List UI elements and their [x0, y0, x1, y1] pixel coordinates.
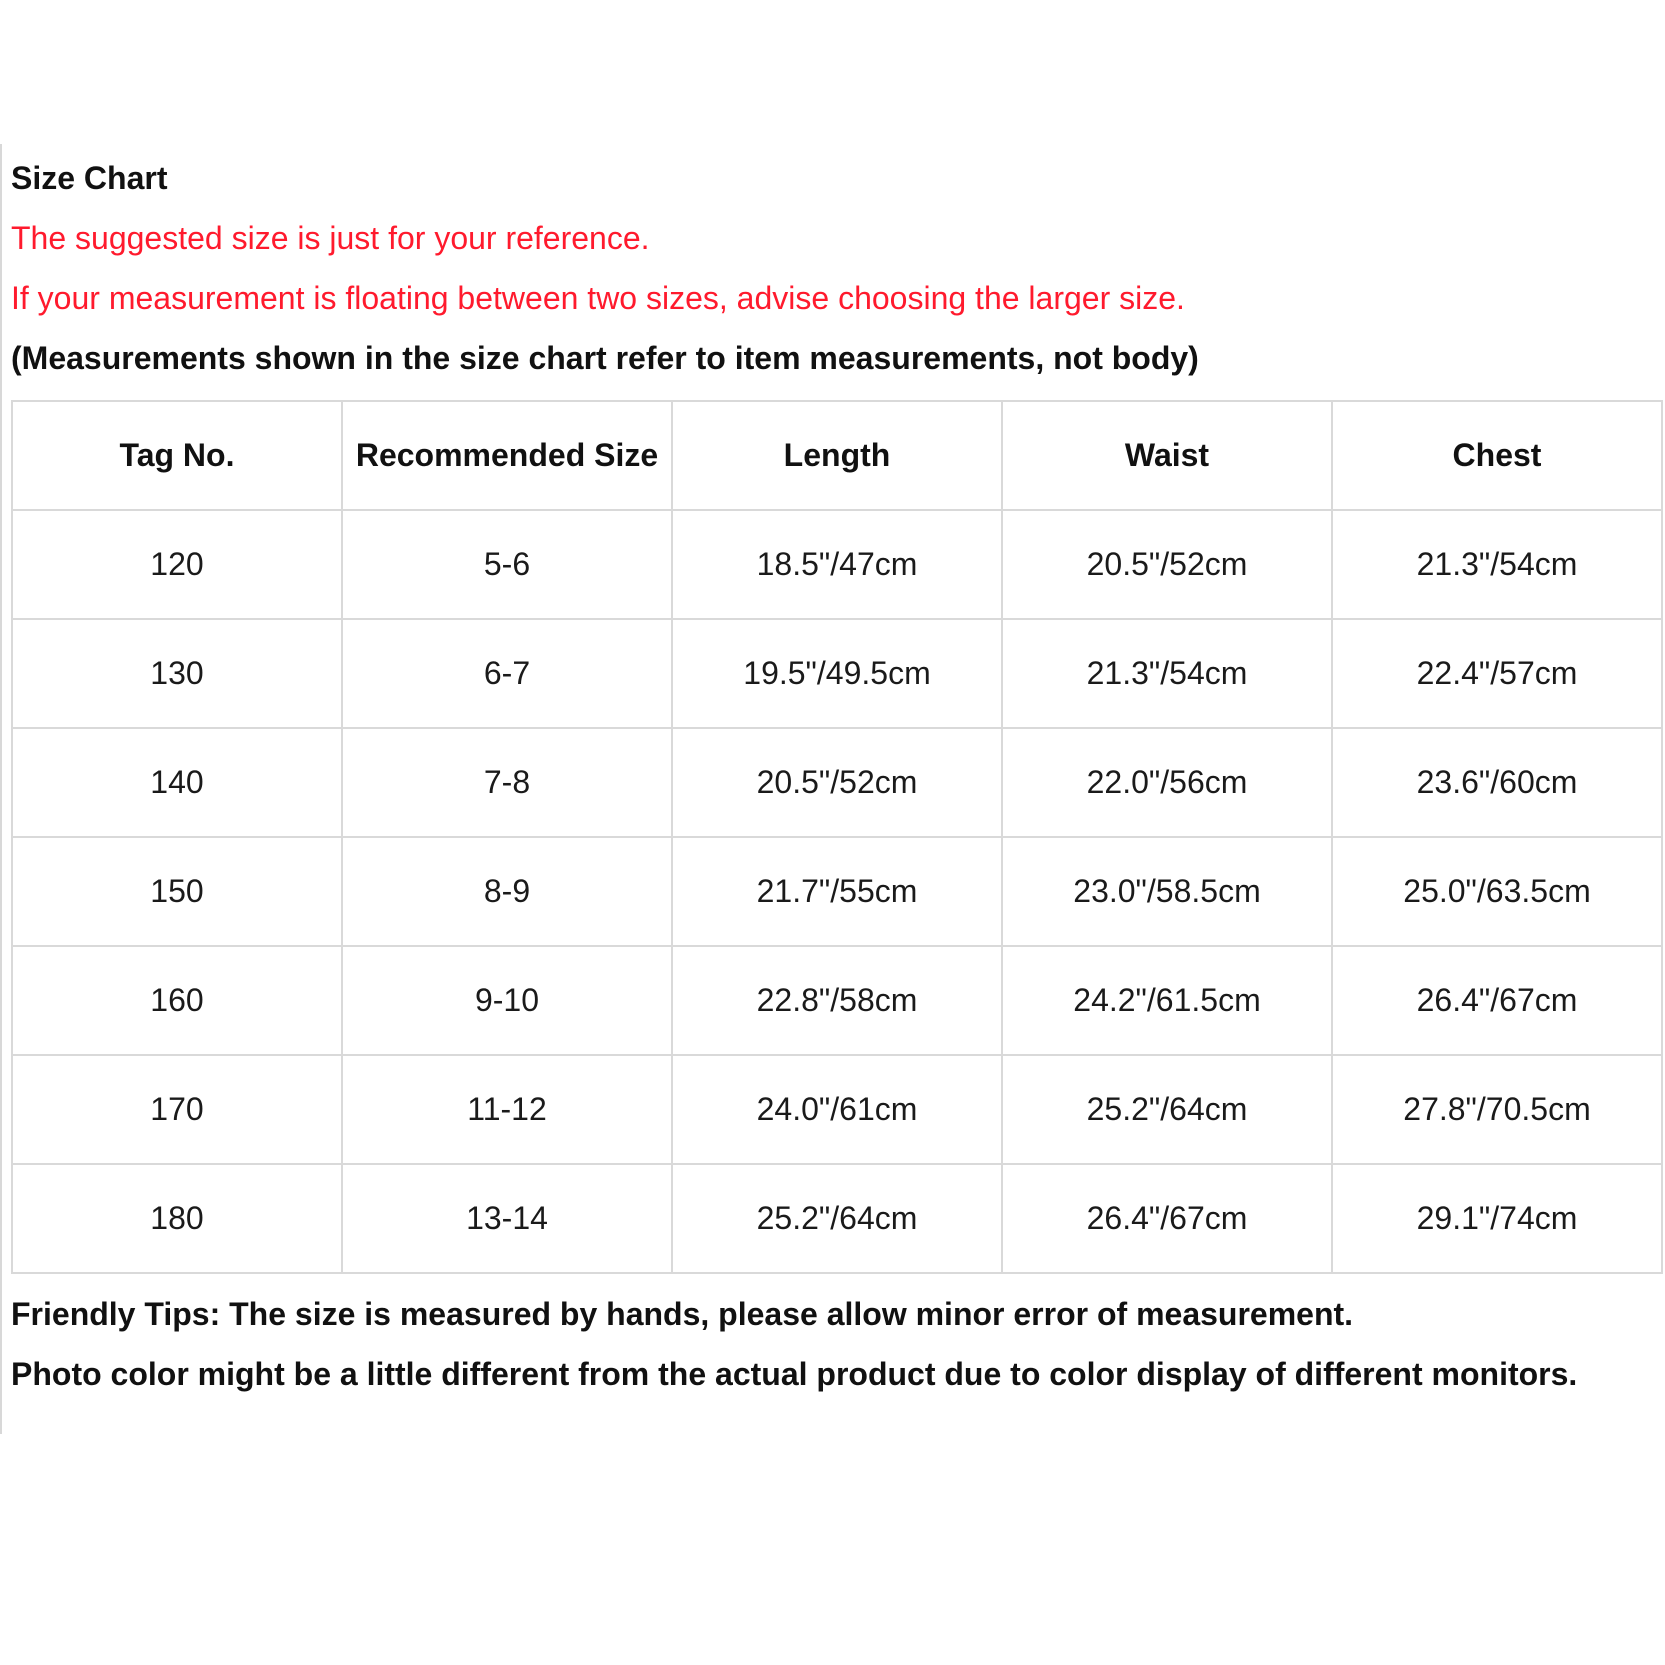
size-table — [11, 400, 1663, 1274]
table-row — [12, 728, 1662, 837]
cell-chest: 22.4"/57cm — [1332, 619, 1662, 728]
header-waist: Waist — [1002, 401, 1332, 510]
table-header-row — [12, 401, 1662, 510]
table-row — [12, 510, 1662, 619]
cell-chest: 26.4"/67cm — [1332, 946, 1662, 1055]
cell-tag-no: 140 — [12, 728, 342, 837]
cell-recommended-size: 6-7 — [342, 619, 672, 728]
cell-waist: 22.0"/56cm — [1002, 728, 1332, 837]
cell-recommended-size: 5-6 — [342, 510, 672, 619]
cell-length: 25.2"/64cm — [672, 1164, 1002, 1273]
cell-chest: 29.1"/74cm — [1332, 1164, 1662, 1273]
cell-recommended-size: 11-12 — [342, 1055, 672, 1164]
reference-note: The suggested size is just for your reference. — [11, 220, 650, 256]
cell-waist: 21.3"/54cm — [1002, 619, 1332, 728]
cell-waist: 20.5"/52cm — [1002, 510, 1332, 619]
cell-tag-no: 180 — [12, 1164, 342, 1273]
cell-length: 22.8"/58cm — [672, 946, 1002, 1055]
cell-length: 20.5"/52cm — [672, 728, 1002, 837]
cell-recommended-size: 8-9 — [342, 837, 672, 946]
header-length: Length — [672, 401, 1002, 510]
cell-waist: 26.4"/67cm — [1002, 1164, 1332, 1273]
cell-recommended-size: 7-8 — [342, 728, 672, 837]
photo-color-note: Photo color might be a little different from the actual product due to color display of different monitors. — [11, 1356, 1578, 1392]
measurement-disclaimer: (Measurements shown in the size chart refer to item measurements, not body) — [11, 340, 1199, 376]
header-recommended-size: Recommended Size — [342, 401, 672, 510]
cell-length: 18.5"/47cm — [672, 510, 1002, 619]
table-row — [12, 1164, 1662, 1273]
cell-tag-no: 150 — [12, 837, 342, 946]
page-title: Size Chart — [11, 160, 168, 196]
cell-recommended-size: 9-10 — [342, 946, 672, 1055]
cell-length: 19.5"/49.5cm — [672, 619, 1002, 728]
cell-tag-no: 120 — [12, 510, 342, 619]
size-chart-document — [11, 158, 1663, 1394]
cell-chest: 21.3"/54cm — [1332, 510, 1662, 619]
cell-length: 24.0"/61cm — [672, 1055, 1002, 1164]
cell-tag-no: 170 — [12, 1055, 342, 1164]
left-divider — [0, 144, 2, 1434]
cell-recommended-size: 13-14 — [342, 1164, 672, 1273]
cell-tag-no: 160 — [12, 946, 342, 1055]
table-row — [12, 1055, 1662, 1164]
cell-chest: 23.6"/60cm — [1332, 728, 1662, 837]
cell-waist: 25.2"/64cm — [1002, 1055, 1332, 1164]
sizing-advice-note: If your measurement is floating between two sizes, advise choosing the larger size. — [11, 280, 1185, 316]
cell-waist: 23.0"/58.5cm — [1002, 837, 1332, 946]
table-row — [12, 837, 1662, 946]
friendly-tips: Friendly Tips: The size is measured by hands, please allow minor error of measurement. — [11, 1296, 1354, 1332]
header-tag-no: Tag No. — [12, 401, 342, 510]
cell-chest: 25.0"/63.5cm — [1332, 837, 1662, 946]
cell-length: 21.7"/55cm — [672, 837, 1002, 946]
table-row — [12, 619, 1662, 728]
cell-tag-no: 130 — [12, 619, 342, 728]
header-chest: Chest — [1332, 401, 1662, 510]
cell-waist: 24.2"/61.5cm — [1002, 946, 1332, 1055]
cell-chest: 27.8"/70.5cm — [1332, 1055, 1662, 1164]
table-row — [12, 946, 1662, 1055]
